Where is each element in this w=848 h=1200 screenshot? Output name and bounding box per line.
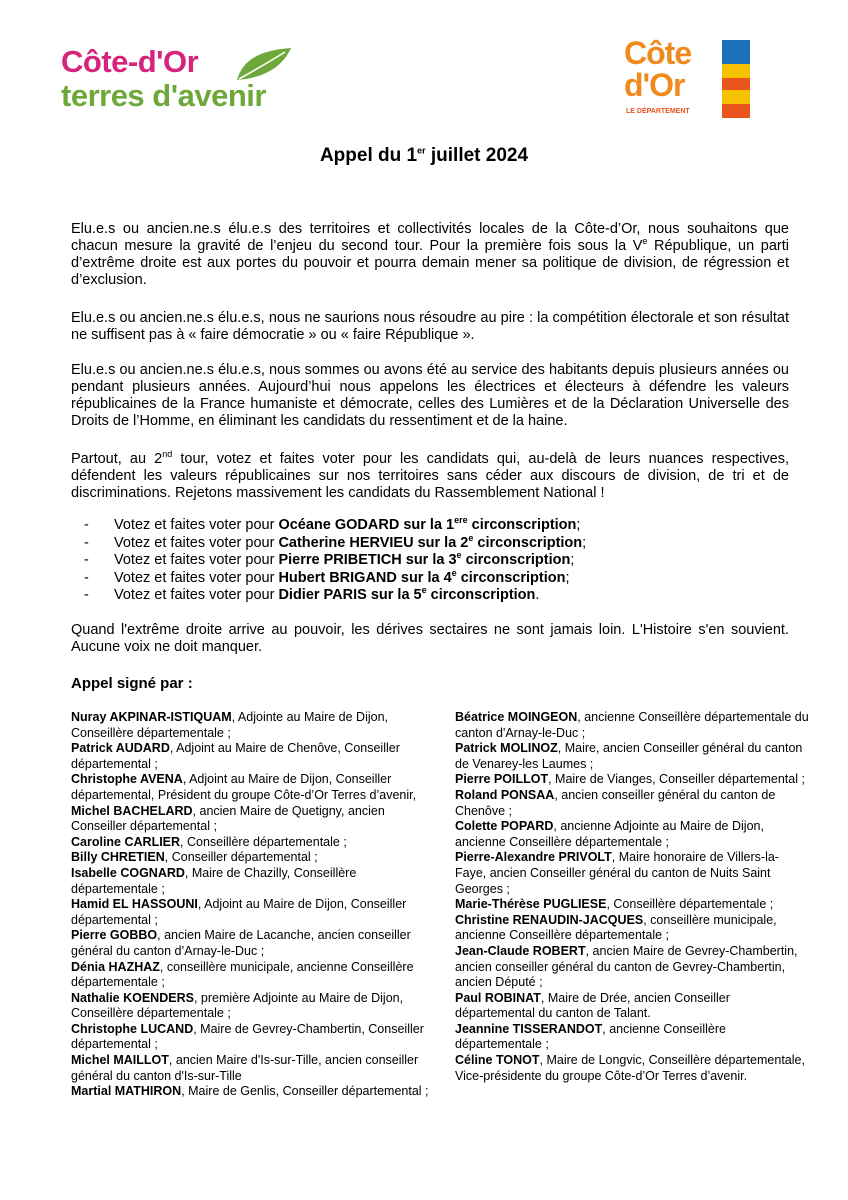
logo-right-subtitle: LE DÉPARTEMENT bbox=[626, 108, 690, 115]
logo-cote-dor-terres-davenir bbox=[55, 40, 315, 120]
list-item: Jean-Claude ROBERT, ancien Maire de Gevrey-Chambertin, ancien conseiller général du canton de Gevrey-Chambertin, ancien Député ; bbox=[455, 943, 798, 990]
signatories-left-column bbox=[71, 710, 433, 1100]
list-item: Colette POPARD, ancienne Adjointe au Maire de Dijon, ancienne Conseillère départementale ; bbox=[455, 819, 764, 849]
list-item: - Votez et faites voter pour Hubert BRIGAND sur la 4e circonscription ; bbox=[84, 567, 570, 586]
logo-left-line2: terres d'avenir bbox=[61, 78, 266, 113]
leaf-icon bbox=[233, 44, 295, 84]
list-item: Michel BACHELARD, ancien Maire de Quetigny, ancien Conseiller départemental ; bbox=[71, 803, 385, 834]
list-item: Patrick AUDARD, Adjoint au Maire de Chenôve, Conseiller départemental ; bbox=[71, 741, 400, 771]
list-item: - Votez et faites voter pour Océane GODARD sur la 1ere circonscription ; bbox=[84, 515, 581, 533]
list-item: - Votez et faites voter pour Didier PARIS sur la 5e circonscription . bbox=[84, 585, 540, 603]
list-item: Pierre-Alexandre PRIVOLT, Maire honoraire de Villers-la-Faye, ancien Conseiller général du canton de Nuits Saint Georges ; bbox=[455, 850, 779, 896]
list-item: Hamid EL HASSOUNI, Adjoint au Maire de Dijon, Conseiller départemental ; bbox=[71, 897, 407, 927]
signatories-right-column bbox=[455, 710, 810, 1084]
paragraph-5: Quand l'extrême droite arrive au pouvoir, les dérives sectaires ne sont jamais loin. L'Histoire s'en souvient. Aucune voix ne doit manquer. bbox=[71, 622, 789, 655]
logo-cote-dor-departement bbox=[622, 35, 752, 120]
paragraph-2: Elu.e.s ou ancien.ne.s élu.e.s, nous ne saurions nous résoudre au pire : la compétition électorale et son résultat ne suffisent pas à « faire démocratie » ou « faire République ». bbox=[71, 310, 789, 343]
flag-stripes-icon bbox=[714, 40, 752, 118]
list-item: Paul ROBINAT, Maire de Drée, ancien Conseiller départemental du canton de Talant. bbox=[455, 990, 730, 1021]
list-item: Christophe LUCAND, Maire de Gevrey-Chambertin, Conseiller départemental ; bbox=[71, 1021, 424, 1052]
signatories-title: Appel signé par : bbox=[71, 675, 193, 692]
list-item: Isabelle COGNARD, Maire de Chazilly, Conseillère départementale ; bbox=[71, 865, 357, 896]
list-item: Billy CHRETIEN, Conseiller départemental ; bbox=[71, 850, 318, 865]
list-item: Marie-Thérèse PUGLIESE, Conseillère départementale ; bbox=[455, 897, 774, 912]
list-item: Pierre POILLOT, Maire de Vianges, Conseiller départemental ; bbox=[455, 772, 805, 787]
list-item: Béatrice MOINGEON, ancienne Conseillère départementale du canton d'Arnay-le-Duc ; bbox=[455, 710, 809, 740]
list-item: Céline TONOT, Maire de Longvic, Conseillère départementale, Vice-présidente du groupe Côte-d’Or Terres d’avenir. bbox=[455, 1053, 805, 1083]
list-item: Christophe AVENA, Adjoint au Maire de Dijon, Conseiller départemental, Président du groupe Côte-d’Or Terres d’avenir, bbox=[71, 772, 417, 802]
list-item: Jeannine TISSERANDOT, ancienne Conseillère départementale ; bbox=[455, 1021, 726, 1052]
list-item: Caroline CARLIER, Conseillère départementale ; bbox=[71, 834, 347, 849]
list-item: Pierre GOBBO, ancien Maire de Lacanche, ancien conseiller général du canton d’Arnay-le-Duc ; bbox=[71, 928, 411, 958]
paragraph-3: Elu.e.s ou ancien.ne.s élu.e.s, nous sommes ou avons été au service des habitants depuis plusieurs années ou pendant plusieurs années. Aujourd’hui nous appelons les électrices et électeurs à défendre les valeurs républicaines de la France humaniste et démocrate, celles des Lumières et de la Déclaration Universelle des Droits de l’Homme, en éliminant les candidats du ressentiment et de la haine. bbox=[71, 362, 789, 429]
list-item: Roland PONSAA, ancien conseiller général du canton de Chenôve ; bbox=[455, 787, 776, 818]
list-item: Patrick MOLINOZ, Maire, ancien Conseiller général du canton de Venarey-les Laumes ; bbox=[455, 741, 803, 771]
logo-right-line1: Côte bbox=[624, 35, 692, 71]
list-item: Christine RENAUDIN-JACQUES, conseillère municipale, ancienne Conseillère départementale ; bbox=[455, 912, 777, 943]
paragraph-4: Partout, au 2nd tour, votez et faites voter pour les candidats qui, au-delà de leurs nuances respectives, défendent les valeurs républicaines sur nos territoires sans céder aux discours de division, de tri et de discriminations. Rejetons massivement les candidats du Rassemblement National ! bbox=[71, 449, 789, 501]
list-item: - Votez et faites voter pour Catherine HERVIEU sur la 2e circonscription ; bbox=[84, 532, 587, 551]
list-item: Michel MAILLOT, ancien Maire d'Is-sur-Tille, ancien conseiller général du canton d'Is-sur-Tille bbox=[71, 1053, 419, 1083]
vote-list bbox=[84, 517, 784, 605]
page-title: Appel du 1er juillet 2024 bbox=[319, 145, 529, 166]
logo-right-line2: d'Or bbox=[624, 67, 685, 103]
list-item: Martial MATHIRON, Maire de Genlis, Conseiller départemental ; bbox=[71, 1084, 429, 1099]
list-item: Dénia HAZHAZ, conseillère municipale, ancienne Conseillère départementale ; bbox=[71, 959, 414, 990]
logo-left-line1: Côte-d'Or bbox=[61, 44, 199, 79]
list-item: Nathalie KOENDERS, première Adjointe au Maire de Dijon, Conseillère départementale ; bbox=[71, 990, 404, 1021]
paragraph-1: Elu.e.s ou ancien.ne.s élu.e.s des territoires et collectivités locales de la Côte-d’Or, nous souhaitons que chacun mesure la gravité de l’enjeu du second tour. Pour la première fois sous la Ve République, un parti d’extrême droite est aux portes du pouvoir et pourra demain mener sa politique de division, de régression et d’exclusion. bbox=[71, 221, 789, 288]
list-item: Nuray AKPINAR-ISTIQUAM, Adjointe au Maire de Dijon, Conseillère départementale ; bbox=[71, 710, 389, 740]
list-item: - Votez et faites voter pour Pierre PRIBETICH sur la 3e circonscription ; bbox=[84, 550, 575, 568]
